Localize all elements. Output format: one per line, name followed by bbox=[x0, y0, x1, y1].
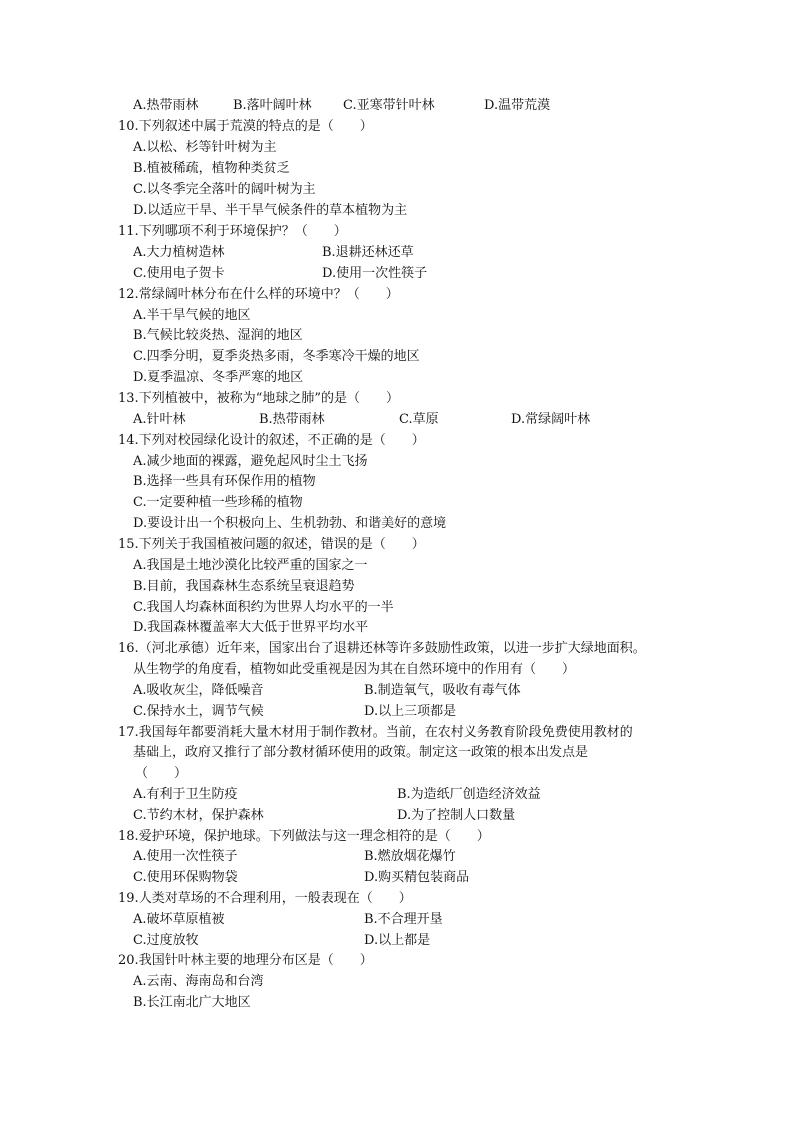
q15-stem bbox=[118, 535, 425, 556]
q18-stem bbox=[118, 827, 490, 848]
q13-number: 13. bbox=[118, 391, 139, 406]
q18-option-a: A.使用一次性筷子 bbox=[133, 849, 238, 864]
q12-option-a: A.半干旱气候的地区 bbox=[133, 308, 251, 323]
q11-option-a: A.大力植树造林 bbox=[133, 245, 225, 260]
q19-option-d: D.以上都是 bbox=[364, 933, 431, 948]
q10-option-c: C.以冬季完全落叶的阔叶树为主 bbox=[133, 182, 316, 197]
q10-option-b: B.植被稀疏，植物种类贫乏 bbox=[133, 161, 290, 176]
q16-stem-continued: 从生物学的角度看，植物如此受重视是因为其在自然环境中的作用有（ ） bbox=[133, 662, 576, 677]
q19-number: 19. bbox=[118, 891, 139, 906]
q12-option-d: D.夏季温凉、冬季严寒的地区 bbox=[133, 370, 304, 385]
q12-option-b: B.气候比较炎热、湿润的地区 bbox=[133, 328, 303, 343]
q16-stem bbox=[118, 639, 646, 660]
q19-text: 人类对草场的不合理利用，一般表现在（ ） bbox=[138, 891, 412, 906]
q16-option-b: B.制造氧气，吸收有毒气体 bbox=[364, 683, 521, 698]
q11-stem bbox=[118, 222, 347, 243]
q13-option-d: D.常绿阔叶林 bbox=[511, 412, 591, 427]
q18-option-d: D.购买精包装商品 bbox=[364, 870, 470, 885]
q18-option-c: C.使用环保购物袋 bbox=[133, 870, 238, 885]
q14-option-a: A.减少地面的裸露，避免起风时尘土飞扬 bbox=[133, 454, 368, 469]
q10-option-a: A.以松、杉等针叶树为主 bbox=[133, 140, 277, 155]
q15-text: 下列关于我国植被问题的叙述，错误的是（ ） bbox=[138, 537, 425, 552]
q15-option-c: C.我国人均森林面积约为世界人均水平的一半 bbox=[133, 600, 394, 615]
q17-option-c: C.节约木材，保护森林 bbox=[133, 808, 264, 823]
q17-number: 17. bbox=[118, 725, 139, 740]
q14-number: 14. bbox=[118, 433, 139, 448]
q10-option-d: D.以适应干旱、半干旱气候条件的草本植物为主 bbox=[133, 203, 408, 218]
q11-text: 下列哪项不利于环境保护？（ ） bbox=[138, 224, 347, 239]
q17-stem-continued: 基础上，政府又推行了部分教材循环使用的政策。制定这一政策的根本出发点是 bbox=[133, 745, 589, 760]
q19-option-b: B.不合理开垦 bbox=[364, 912, 443, 927]
q17-text: 我国每年都要消耗大量木材用于制作教材。当前，在农村义务教育阶段免费使用教材的 bbox=[138, 725, 633, 740]
q12-text: 常绿阔叶林分布在什么样的环境中？（ ） bbox=[138, 287, 399, 302]
q10-number: 10. bbox=[118, 119, 139, 134]
q13-text: 下列植被中，被称为“地球之肺”的是（ ） bbox=[138, 391, 399, 406]
q16-option-c: C.保持水土，调节气候 bbox=[133, 704, 264, 719]
q9-option-c: C.亚寒带针叶林 bbox=[343, 98, 435, 113]
q19-option-a: A.破坏草原植被 bbox=[133, 912, 225, 927]
q17-stem bbox=[118, 723, 633, 744]
q15-number: 15. bbox=[118, 537, 139, 552]
q10-stem bbox=[118, 117, 373, 138]
q9-option-a: A.热带雨林 bbox=[133, 98, 199, 113]
q14-option-d: D.要设计出一个积极向上、生机勃勃、和谐美好的意境 bbox=[133, 516, 447, 531]
q20-option-b: B.长江南北广大地区 bbox=[133, 995, 251, 1010]
q13-option-c: C.草原 bbox=[399, 412, 439, 427]
q17-option-b: B.为造纸厂创造经济效益 bbox=[397, 787, 541, 802]
q20-stem bbox=[118, 951, 373, 972]
q20-text: 我国针叶林主要的地理分布区是（ ） bbox=[138, 953, 373, 968]
q12-number: 12. bbox=[118, 287, 139, 302]
q9-option-d: D.温带荒漠 bbox=[484, 98, 551, 113]
q13-option-b: B.热带雨林 bbox=[259, 412, 325, 427]
q16-text: （河北承德）近年来，国家出台了退耕还林等许多鼓励性政策，以进一步扩大绿地面积。 bbox=[138, 641, 646, 656]
q12-stem bbox=[118, 285, 399, 306]
q14-text: 下列对校园绿化设计的叙述，不正确的是（ ） bbox=[138, 433, 425, 448]
q14-option-b: B.选择一些具有环保作用的植物 bbox=[133, 474, 316, 489]
q17-option-a: A.有利于卫生防疫 bbox=[133, 787, 238, 802]
q9-option-b: B.落叶阔叶林 bbox=[233, 98, 312, 113]
q11-option-c: C.使用电子贺卡 bbox=[133, 266, 225, 281]
q16-option-a: A.吸收灰尘，降低噪音 bbox=[133, 683, 264, 698]
q14-stem bbox=[118, 431, 425, 452]
q15-option-b: B.目前，我国森林生态系统呈衰退趋势 bbox=[133, 579, 355, 594]
q17-option-d: D.为了控制人口数量 bbox=[397, 808, 516, 823]
q13-option-a: A.针叶林 bbox=[133, 412, 186, 427]
q11-option-b: B.退耕还林还草 bbox=[322, 245, 414, 260]
q14-option-c: C.一定要种植一些珍稀的植物 bbox=[133, 495, 303, 510]
q15-option-a: A.我国是土地沙漠化比较严重的国家之一 bbox=[133, 558, 368, 573]
q20-number: 20. bbox=[118, 953, 139, 968]
q15-option-d: D.我国森林覆盖率大大低于世界平均水平 bbox=[133, 620, 369, 635]
q16-option-d: D.以上三项都是 bbox=[364, 704, 457, 719]
q18-number: 18. bbox=[118, 829, 139, 844]
q11-number: 11. bbox=[118, 224, 139, 239]
q12-option-c: C.四季分明，夏季炎热多雨，冬季寒冷干燥的地区 bbox=[133, 349, 420, 364]
q17-answer-brackets: （ ） bbox=[135, 766, 188, 781]
q19-option-c: C.过度放牧 bbox=[133, 933, 199, 948]
q20-option-a: A.云南、海南岛和台湾 bbox=[133, 974, 264, 989]
q10-text: 下列叙述中属于荒漠的特点的是（ ） bbox=[138, 119, 373, 134]
q19-stem bbox=[118, 889, 412, 910]
q13-stem bbox=[118, 389, 399, 410]
q18-text: 爱护环境，保护地球。下列做法与这一理念相符的是（ ） bbox=[138, 829, 490, 844]
q11-option-d: D.使用一次性筷子 bbox=[322, 266, 428, 281]
q16-number: 16. bbox=[118, 641, 139, 656]
q18-option-b: B.燃放烟花爆竹 bbox=[364, 849, 456, 864]
